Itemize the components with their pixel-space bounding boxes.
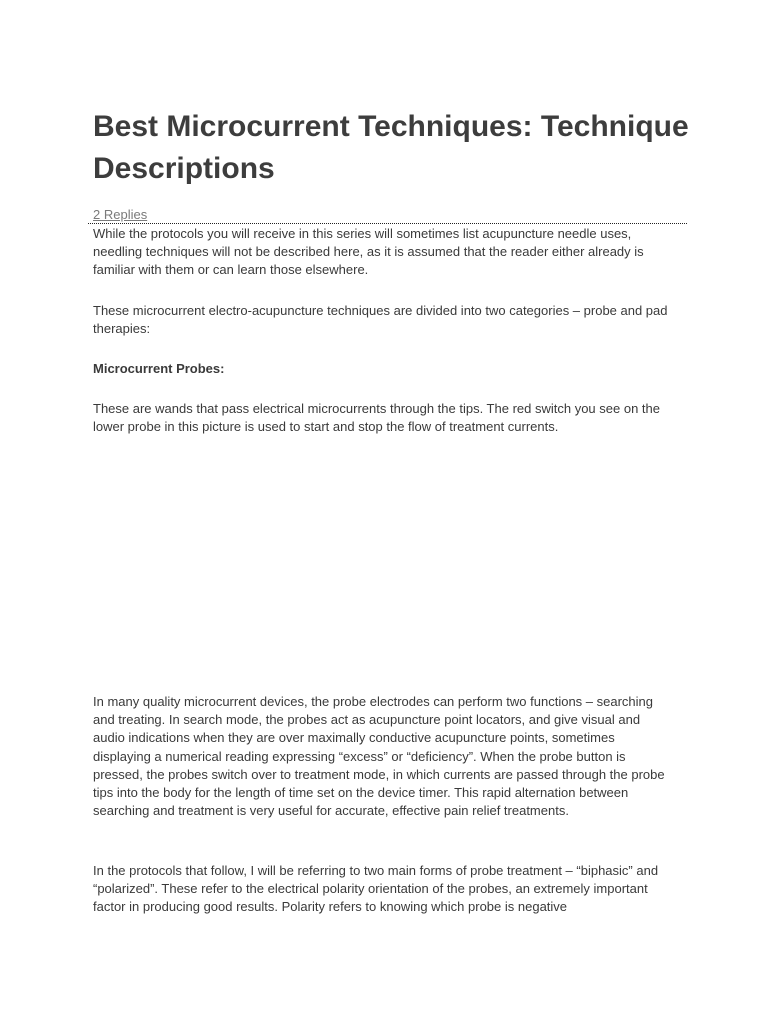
probe-image-placeholder bbox=[93, 450, 673, 680]
intro-paragraph: While the protocols you will receive in this series will sometimes list acupuncture needle uses, needling techniques will not be described here, as it is assumed that the reader either already is familiar with them or can learn those elsewhere. bbox=[93, 226, 644, 278]
dotted-divider bbox=[88, 223, 687, 224]
categories-paragraph: These microcurrent electro-acupuncture techniques are divided into two categories – probe and pad therapies: bbox=[93, 303, 668, 337]
probe-functions-paragraph: In many quality microcurrent devices, the probe electrodes can perform two functions – searching and treating. In search mode, the probes act as acupuncture point locators, and give visual and audio indications when they are over maximally conductive acupuncture points, sometimes displaying a numerical reading expressing “excess” or “deficiency”. When the probe button is pressed, the probes switch over to treatment mode, in which currents are passed through the probe tips into the body for the length of time set on the device timer. This rapid alternation between searching and treatment is very useful for accurate, effective pain relief treatments. bbox=[93, 694, 665, 819]
section-heading-microcurrent-probes: Microcurrent Probes: bbox=[93, 361, 225, 376]
probe-treatment-forms-paragraph: In the protocols that follow, I will be referring to two main forms of probe treatment – “biphasic” and “polarized”. These refer to the electrical polarity orientation of the probes, an extremely important factor in producing good results. Polarity refers to knowing which probe is negative bbox=[93, 863, 659, 915]
replies-link[interactable]: 2 Replies bbox=[93, 207, 148, 222]
article-title: Best Microcurrent Techniques: Technique Descriptions bbox=[93, 110, 689, 185]
probes-description-paragraph: These are wands that pass electrical microcurrents through the tips. The red switch you see on the lower probe in this picture is used to start and stop the flow of treatment currents. bbox=[93, 401, 660, 435]
